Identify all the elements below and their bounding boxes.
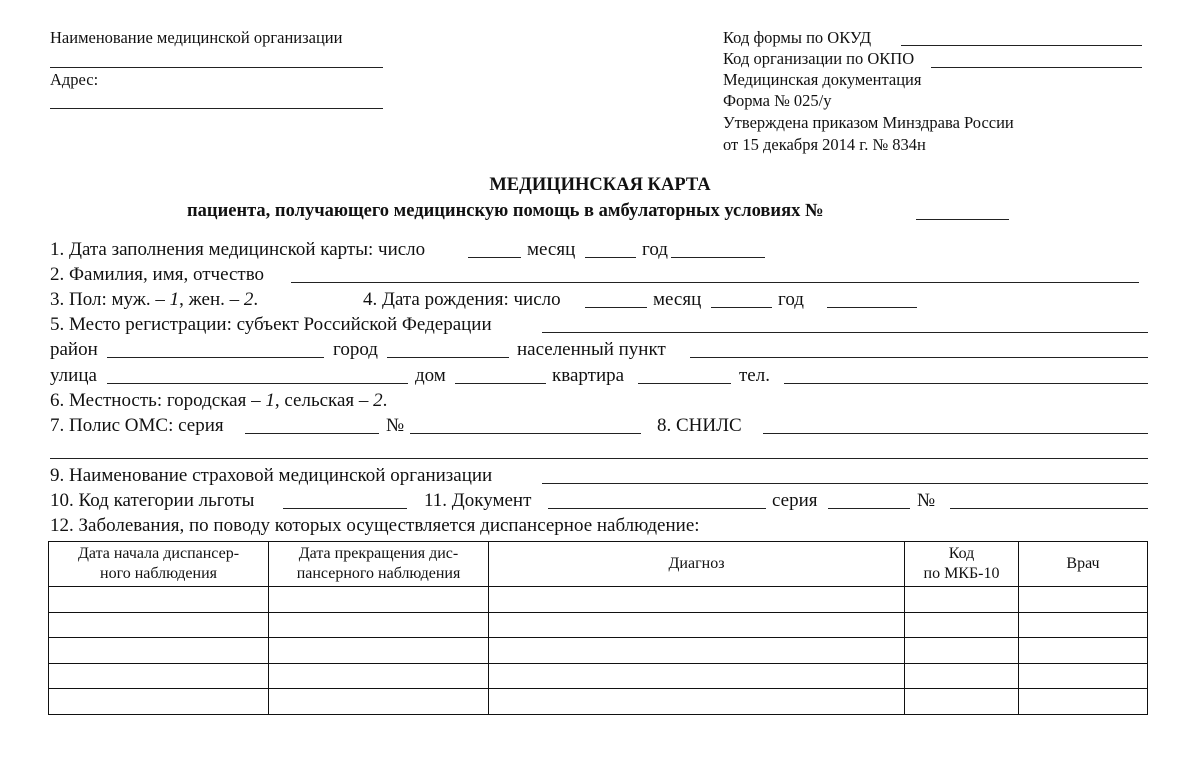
locality-type-label: 6. Местность: городская –: [50, 390, 261, 411]
snils-line[interactable]: [763, 433, 1148, 434]
full-name-label: 2. Фамилия, имя, отчество: [50, 264, 265, 285]
sex-label: 3. Пол: муж. –: [50, 289, 165, 310]
table-row: [49, 663, 1148, 689]
table-cell[interactable]: [1019, 587, 1148, 613]
birth-month-line[interactable]: [711, 307, 772, 308]
birth-day-line[interactable]: [585, 307, 647, 308]
table-row: [49, 638, 1148, 664]
table-cell[interactable]: [49, 638, 269, 664]
table-cell[interactable]: [49, 587, 269, 613]
table-cell[interactable]: [905, 638, 1019, 664]
document-label: 11. Документ: [424, 490, 532, 511]
table-cell[interactable]: [905, 663, 1019, 689]
col-icd-code: Код по МКБ-10: [905, 542, 1019, 587]
doc-type: Медицинская документация: [723, 70, 922, 89]
fill-day-line[interactable]: [468, 257, 521, 258]
table-cell[interactable]: [489, 663, 905, 689]
sex-dot: .: [253, 289, 259, 310]
table-cell[interactable]: [905, 587, 1019, 613]
table-cell[interactable]: [49, 663, 269, 689]
fill-date-label: 1. Дата заполнения медицинской карты: число: [50, 239, 426, 260]
urban-code: 1: [265, 390, 275, 411]
table-cell[interactable]: [49, 612, 269, 638]
rural-code: 2: [373, 390, 383, 411]
table-row: [49, 587, 1148, 613]
table-cell[interactable]: [269, 587, 489, 613]
oms-series-line[interactable]: [245, 433, 379, 434]
street-line[interactable]: [107, 383, 408, 384]
sex-field: [50, 290, 258, 309]
form-number: Форма № 025/у: [723, 91, 832, 110]
insurer-line[interactable]: [542, 483, 1148, 484]
district-line[interactable]: [107, 357, 324, 358]
table-cell[interactable]: [905, 689, 1019, 715]
okpo-label: Код организации по ОКПО: [723, 49, 915, 68]
fill-month-line[interactable]: [585, 257, 636, 258]
okud-line[interactable]: [901, 45, 1142, 46]
table-row: [49, 612, 1148, 638]
table-cell[interactable]: [1019, 612, 1148, 638]
full-name-line[interactable]: [291, 282, 1139, 283]
locality-line[interactable]: [690, 357, 1148, 358]
table-header-row: [49, 542, 1148, 587]
dispensary-table: [48, 541, 1148, 715]
insurer-label: 9. Наименование страховой медицинской организации: [50, 465, 493, 486]
birth-date-label: 4. Дата рождения: число: [363, 289, 561, 310]
snils-label: 8. СНИЛС: [657, 415, 742, 436]
table-cell[interactable]: [1019, 689, 1148, 715]
table-cell[interactable]: [269, 638, 489, 664]
document-number-sign: №: [917, 490, 936, 511]
city-line[interactable]: [387, 357, 509, 358]
table-cell[interactable]: [489, 689, 905, 715]
district-label: район: [50, 339, 98, 360]
table-row: [49, 689, 1148, 715]
region-line[interactable]: [542, 332, 1148, 333]
okpo-line[interactable]: [931, 67, 1142, 68]
card-number-line[interactable]: [916, 219, 1009, 220]
document-series-line[interactable]: [828, 508, 910, 509]
org-name-label: Наименование медицинской организации: [50, 28, 343, 47]
oms-label: 7. Полис ОМС: серия: [50, 415, 224, 436]
fill-month-label: месяц: [527, 239, 576, 260]
approved-text: Утверждена приказом Минздрава России: [723, 113, 1014, 132]
address-line[interactable]: [50, 108, 383, 109]
table-cell[interactable]: [269, 612, 489, 638]
table-cell[interactable]: [269, 663, 489, 689]
rural-label: , сельская –: [274, 390, 369, 411]
col-doctor: Врач: [1019, 542, 1148, 587]
registration-label: 5. Место регистрации: субъект Российской Федерации: [50, 314, 492, 335]
oms-number-sign: №: [386, 415, 405, 436]
diseases-label: 12. Заболевания, по поводу которых осуществляется диспансерное наблюдение:: [50, 515, 700, 536]
page-subtitle: пациента, получающего медицинскую помощь в амбулаторных условиях №: [187, 201, 824, 221]
table-cell[interactable]: [489, 587, 905, 613]
house-line[interactable]: [455, 383, 546, 384]
benefit-code-line[interactable]: [283, 508, 407, 509]
okud-label: Код формы по ОКУД: [723, 28, 872, 47]
apartment-line[interactable]: [638, 383, 731, 384]
org-name-line[interactable]: [50, 67, 383, 68]
birth-year-line[interactable]: [827, 307, 917, 308]
locality-label: населенный пункт: [517, 339, 666, 360]
sex-male-code: 1: [169, 289, 180, 310]
locality-type-dot: .: [382, 390, 388, 411]
table-cell[interactable]: [1019, 638, 1148, 664]
table-cell[interactable]: [489, 638, 905, 664]
table-cell[interactable]: [1019, 663, 1148, 689]
phone-line[interactable]: [784, 383, 1148, 384]
document-series-label: серия: [772, 490, 818, 511]
sex-female-label: , жен. –: [179, 289, 240, 310]
phone-label: тел.: [739, 365, 770, 386]
locality-type-field: [50, 391, 387, 410]
col-end-date: Дата прекращения дис- пансерного наблюдения: [269, 542, 489, 587]
page-title: МЕДИЦИНСКАЯ КАРТА: [489, 175, 711, 195]
benefit-code-label: 10. Код категории льготы: [50, 490, 255, 511]
document-number-line[interactable]: [950, 508, 1148, 509]
apartment-label: квартира: [552, 365, 625, 386]
document-line[interactable]: [548, 508, 766, 509]
fill-year-line[interactable]: [671, 257, 765, 258]
address-label: Адрес:: [50, 70, 99, 89]
street-label: улица: [50, 365, 97, 386]
col-diagnosis: Диагноз: [489, 542, 905, 587]
approved-date: от 15 декабря 2014 г. № 834н: [723, 135, 926, 154]
house-label: дом: [415, 365, 446, 386]
oms-number-line[interactable]: [410, 433, 641, 434]
col-start-date: Дата начала диспансер- ного наблюдения: [49, 542, 269, 587]
extra-line[interactable]: [50, 458, 1148, 459]
birth-year-label: год: [778, 289, 804, 310]
sex-female-code: 2: [243, 289, 254, 310]
table-cell[interactable]: [269, 689, 489, 715]
birth-month-label: месяц: [653, 289, 702, 310]
city-label: город: [333, 339, 378, 360]
table-cell[interactable]: [49, 689, 269, 715]
fill-year-label: год: [642, 239, 668, 260]
table-cell[interactable]: [489, 612, 905, 638]
table-cell[interactable]: [905, 612, 1019, 638]
